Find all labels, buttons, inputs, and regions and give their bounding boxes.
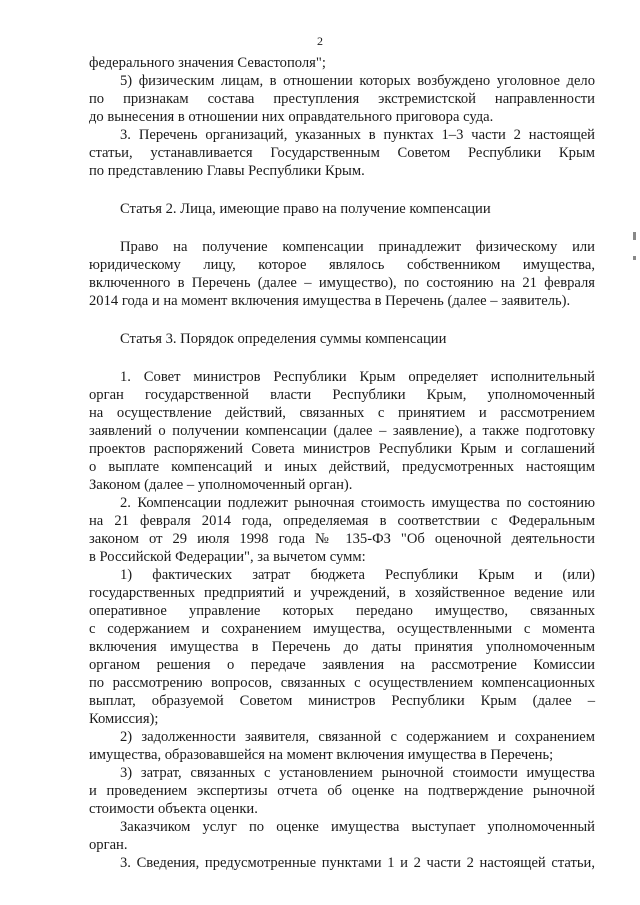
text-line: 2) задолженности заявителя, связанной с содержанием и сохранением bbox=[120, 729, 595, 745]
article-3-customer-paragraph bbox=[89, 818, 595, 854]
text-line: о выплате компенсаций и иных действий, предусмотренных настоящим bbox=[89, 459, 595, 475]
text-line: орган. bbox=[89, 837, 128, 853]
article-3-part-2-item-2 bbox=[89, 728, 595, 764]
text-line: стоимости объекта оценки. bbox=[89, 801, 258, 817]
paragraph-part-3 bbox=[89, 126, 595, 180]
article-3-part-1 bbox=[89, 368, 595, 494]
text-line: юридическому лицу, которое являлось собственником имущества, bbox=[89, 257, 595, 273]
paragraph-item-5 bbox=[89, 72, 595, 126]
article-3-part-2-item-3 bbox=[89, 764, 595, 818]
text-line: 1. Совет министров Республики Крым определяет исполнительный bbox=[120, 369, 595, 385]
text-line: на 21 февраля 2014 года, определяемая в соответствии с Федеральным bbox=[89, 513, 595, 529]
text-line: Заказчиком услуг по оценке имущества выступает уполномоченный bbox=[120, 819, 595, 835]
text-line: включения имущества в Перечень до даты принятия уполномоченным bbox=[89, 639, 595, 655]
text-line: 3) затрат, связанных с установлением рыночной стоимости имущества bbox=[120, 765, 595, 781]
text-line: органом решения о передаче заявления на рассмотрение Комиссии bbox=[89, 657, 595, 673]
text-line: до вынесения в отношении них оправдательного приговора суда. bbox=[89, 109, 494, 125]
scan-edge-mark bbox=[633, 232, 636, 240]
text-line: заявлений о получении компенсации (далее – заявление), а также подготовку bbox=[89, 423, 595, 439]
text-line: имущества, образовавшейся на момент включения имущества в Перечень; bbox=[89, 747, 554, 763]
text-line: оперативное управление которых передано имущество, связанных bbox=[89, 603, 595, 619]
text-line: федерального значения Севастополя"; bbox=[89, 55, 326, 71]
text-line: с содержанием и сохранением имущества, осуществленными с момента bbox=[89, 621, 595, 637]
paragraph-continuation bbox=[89, 54, 595, 72]
text-line: 2. Компенсации подлежит рыночная стоимость имущества по состоянию bbox=[120, 495, 595, 511]
text-line: 2014 года и на момент включения имущества в Перечень (далее – заявитель). bbox=[89, 293, 571, 309]
article-3-heading: Статья 3. Порядок определения суммы компенсации bbox=[120, 331, 447, 347]
document-body bbox=[89, 54, 595, 872]
text-line: 3. Сведения, предусмотренные пунктами 1 и 2 части 2 настоящей статьи, bbox=[120, 855, 595, 871]
article-3-part-3 bbox=[89, 854, 595, 872]
text-line: 3. Перечень организаций, указанных в пунктах 1–3 части 2 настоящей bbox=[120, 127, 595, 143]
text-line: Право на получение компенсации принадлежит физическому или bbox=[120, 239, 595, 255]
text-line: орган государственной власти Республики Крым, уполномоченный bbox=[89, 387, 595, 403]
text-line: на осуществление действий, связанных с принятием и рассмотрением bbox=[89, 405, 595, 421]
text-line: по представлению Главы Республики Крым. bbox=[89, 163, 365, 179]
text-line: выплат, образуемой Советом министров Республики Крым (далее – bbox=[89, 693, 595, 709]
text-line: проектов распоряжений Совета министров Республики Крым и соглашений bbox=[89, 441, 595, 457]
article-2-paragraph bbox=[89, 238, 595, 310]
article-2-heading: Статья 2. Лица, имеющие право на получение компенсации bbox=[120, 201, 491, 217]
text-line: включенного в Перечень (далее – имущество), по состоянию на 21 февраля bbox=[89, 275, 595, 291]
text-line: по признакам состава преступления экстремистской направленности bbox=[89, 91, 595, 107]
page-number: 2 bbox=[317, 34, 323, 48]
text-line: 1) фактических затрат бюджета Республики Крым и (или) bbox=[120, 567, 595, 583]
scan-edge-mark bbox=[633, 256, 636, 260]
text-line: законом от 29 июля 1998 года № 135-ФЗ "Об оценочной деятельности bbox=[89, 531, 595, 547]
text-line: 5) физическим лицам, в отношении которых возбуждено уголовное дело bbox=[120, 73, 595, 89]
text-line: Законом (далее – уполномоченный орган). bbox=[89, 477, 353, 493]
text-line: в Российской Федерации", за вычетом сумм: bbox=[89, 549, 366, 565]
text-line: государственных предприятий и учреждений, в хозяйственное ведение или bbox=[89, 585, 595, 601]
text-line: по рассмотрению вопросов, связанных с осуществлением компенсационных bbox=[89, 675, 595, 691]
text-line: Комиссия); bbox=[89, 711, 159, 727]
text-line: статьи, устанавливается Государственным Советом Республики Крым bbox=[89, 145, 595, 161]
text-line: и проведением экспертизы отчета об оценке на подтверждение рыночной bbox=[89, 783, 595, 799]
article-3-part-2-item-1 bbox=[89, 566, 595, 728]
article-3-part-2 bbox=[89, 494, 595, 566]
